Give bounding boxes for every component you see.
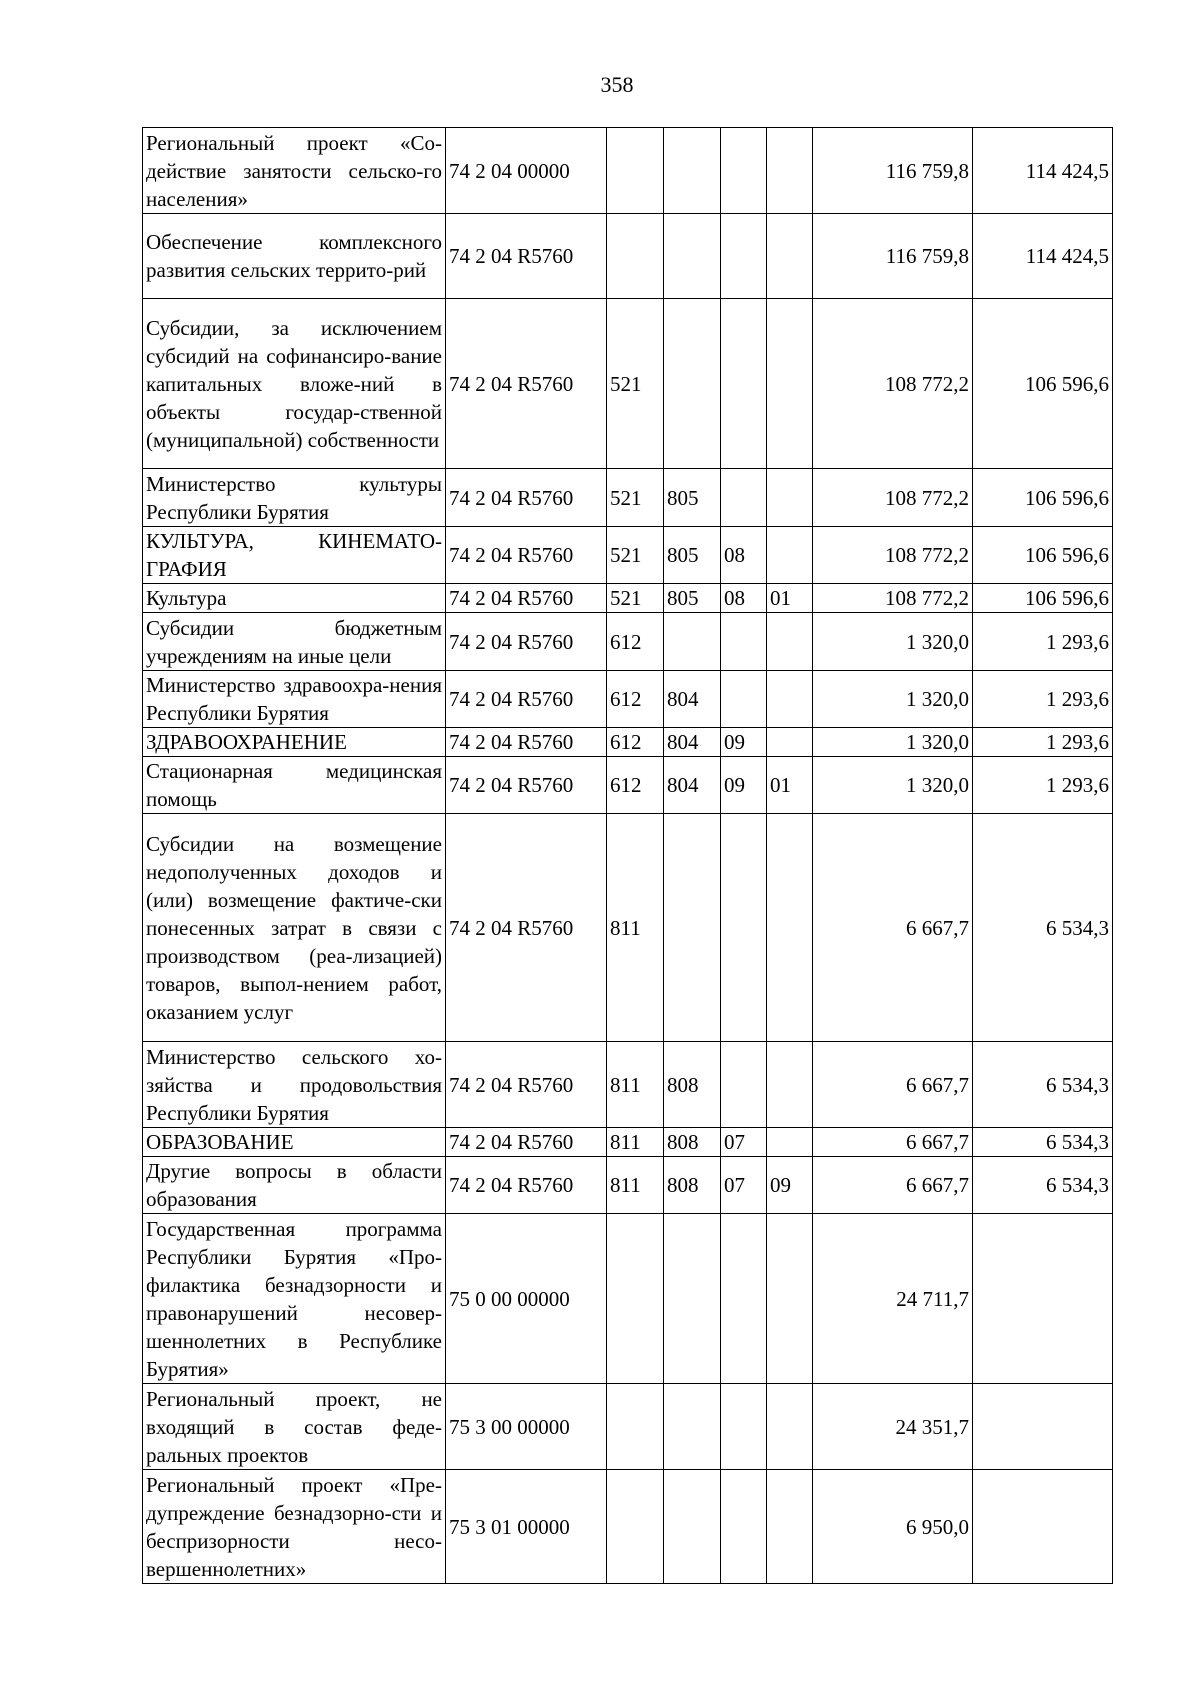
expense-type-code bbox=[607, 1214, 664, 1384]
amount-first: 108 772,2 bbox=[813, 584, 973, 613]
row-name: Субсидии бюджетным учреждениям на иные цели bbox=[143, 613, 446, 671]
subsection-code: 01 bbox=[767, 584, 813, 613]
section-code bbox=[721, 128, 767, 214]
section-code: 08 bbox=[721, 527, 767, 584]
table-row bbox=[143, 299, 1113, 469]
row-name: Региональный проект «Со-действие занятости сельско-го населения» bbox=[143, 128, 446, 214]
section-code: 07 bbox=[721, 1128, 767, 1157]
row-name: Субсидии, за исключением субсидий на софинансиро-вание капитальных вложе-ний в объекты государ-ственной (муниципальной) собственности bbox=[143, 299, 446, 469]
section-code: 07 bbox=[721, 1157, 767, 1214]
target-article-code: 74 2 04 R5760 bbox=[446, 299, 607, 469]
subsection-code bbox=[767, 214, 813, 299]
row-name: Министерство здравоохра-нения Республики Бурятия bbox=[143, 671, 446, 728]
expense-type-code bbox=[607, 214, 664, 299]
expense-type-code bbox=[607, 128, 664, 214]
subsection-code: 01 bbox=[767, 757, 813, 814]
table-row bbox=[143, 814, 1113, 1042]
amount-second: 106 596,6 bbox=[973, 299, 1113, 469]
expense-type-code: 521 bbox=[607, 299, 664, 469]
target-article-code: 74 2 04 R5760 bbox=[446, 527, 607, 584]
target-article-code: 74 2 04 00000 bbox=[446, 128, 607, 214]
target-article-code: 74 2 04 R5760 bbox=[446, 728, 607, 757]
row-name: Региональный проект, не входящий в состав феде-ральных проектов bbox=[143, 1384, 446, 1470]
row-name: Государственная программа Республики Бурятия «Про-филактика безнадзорности и правонарушений несовер-шеннолетних в Республике Бурятия» bbox=[143, 1214, 446, 1384]
target-article-code: 74 2 04 R5760 bbox=[446, 1042, 607, 1128]
table-row bbox=[143, 1157, 1113, 1214]
administrator-code bbox=[664, 1214, 721, 1384]
amount-second: 106 596,6 bbox=[973, 527, 1113, 584]
table-row bbox=[143, 1384, 1113, 1470]
administrator-code: 808 bbox=[664, 1042, 721, 1128]
subsection-code bbox=[767, 1384, 813, 1470]
subsection-code bbox=[767, 1214, 813, 1384]
expense-type-code: 811 bbox=[607, 1157, 664, 1214]
target-article-code: 75 3 00 00000 bbox=[446, 1384, 607, 1470]
amount-first: 6 667,7 bbox=[813, 814, 973, 1042]
amount-first: 1 320,0 bbox=[813, 728, 973, 757]
subsection-code bbox=[767, 128, 813, 214]
section-code bbox=[721, 671, 767, 728]
amount-first: 6 667,7 bbox=[813, 1042, 973, 1128]
amount-second: 114 424,5 bbox=[973, 128, 1113, 214]
administrator-code: 805 bbox=[664, 527, 721, 584]
target-article-code: 74 2 04 R5760 bbox=[446, 214, 607, 299]
amount-first: 24 351,7 bbox=[813, 1384, 973, 1470]
subsection-code bbox=[767, 814, 813, 1042]
table-row bbox=[143, 1042, 1113, 1128]
expense-type-code: 811 bbox=[607, 814, 664, 1042]
section-code: 09 bbox=[721, 728, 767, 757]
section-code bbox=[721, 1470, 767, 1584]
amount-first: 116 759,8 bbox=[813, 128, 973, 214]
expense-type-code: 612 bbox=[607, 728, 664, 757]
section-code bbox=[721, 814, 767, 1042]
row-name: Субсидии на возмещение недополученных доходов и (или) возмещение фактиче-ски понесенных затрат в связи с производством (реа-лизацией) товаров, выпол-нением работ, оказанием услуг bbox=[143, 814, 446, 1042]
amount-first: 6 667,7 bbox=[813, 1128, 973, 1157]
expense-type-code: 612 bbox=[607, 613, 664, 671]
administrator-code: 808 bbox=[664, 1157, 721, 1214]
target-article-code: 74 2 04 R5760 bbox=[446, 613, 607, 671]
administrator-code: 804 bbox=[664, 728, 721, 757]
section-code bbox=[721, 469, 767, 527]
subsection-code bbox=[767, 613, 813, 671]
amount-first: 108 772,2 bbox=[813, 299, 973, 469]
subsection-code bbox=[767, 1128, 813, 1157]
amount-second: 1 293,6 bbox=[973, 671, 1113, 728]
subsection-code bbox=[767, 1470, 813, 1584]
amount-first: 6 667,7 bbox=[813, 1157, 973, 1214]
section-code bbox=[721, 613, 767, 671]
amount-second: 1 293,6 bbox=[973, 613, 1113, 671]
section-code bbox=[721, 214, 767, 299]
administrator-code: 805 bbox=[664, 584, 721, 613]
amount-second: 106 596,6 bbox=[973, 584, 1113, 613]
section-code: 08 bbox=[721, 584, 767, 613]
target-article-code: 75 3 01 00000 bbox=[446, 1470, 607, 1584]
target-article-code: 74 2 04 R5760 bbox=[446, 584, 607, 613]
expense-type-code: 811 bbox=[607, 1128, 664, 1157]
amount-second: 6 534,3 bbox=[973, 1042, 1113, 1128]
row-name: Министерство культуры Республики Бурятия bbox=[143, 469, 446, 527]
expense-type-code bbox=[607, 1470, 664, 1584]
amount-second: 1 293,6 bbox=[973, 728, 1113, 757]
section-code bbox=[721, 1214, 767, 1384]
row-name: Культура bbox=[143, 584, 446, 613]
target-article-code: 75 0 00 00000 bbox=[446, 1214, 607, 1384]
administrator-code bbox=[664, 128, 721, 214]
expense-type-code: 521 bbox=[607, 584, 664, 613]
expense-type-code: 521 bbox=[607, 469, 664, 527]
amount-first: 6 950,0 bbox=[813, 1470, 973, 1584]
budget-table bbox=[142, 127, 1113, 1584]
amount-first: 116 759,8 bbox=[813, 214, 973, 299]
subsection-code bbox=[767, 1042, 813, 1128]
table-row bbox=[143, 1470, 1113, 1584]
amount-first: 108 772,2 bbox=[813, 469, 973, 527]
administrator-code: 805 bbox=[664, 469, 721, 527]
table-row bbox=[143, 671, 1113, 728]
target-article-code: 74 2 04 R5760 bbox=[446, 1128, 607, 1157]
target-article-code: 74 2 04 R5760 bbox=[446, 814, 607, 1042]
subsection-code bbox=[767, 671, 813, 728]
section-code: 09 bbox=[721, 757, 767, 814]
administrator-code: 808 bbox=[664, 1128, 721, 1157]
row-name: Стационарная медицинская помощь bbox=[143, 757, 446, 814]
administrator-code bbox=[664, 613, 721, 671]
page-number: 358 bbox=[600, 72, 634, 97]
expense-type-code bbox=[607, 1384, 664, 1470]
table-row bbox=[143, 1214, 1113, 1384]
amount-second bbox=[973, 1214, 1113, 1384]
row-name: Министерство сельского хо-зяйства и продовольствия Республики Бурятия bbox=[143, 1042, 446, 1128]
administrator-code: 804 bbox=[664, 671, 721, 728]
expense-type-code: 811 bbox=[607, 1042, 664, 1128]
expense-type-code: 521 bbox=[607, 527, 664, 584]
table-row bbox=[143, 757, 1113, 814]
expense-type-code: 612 bbox=[607, 671, 664, 728]
amount-first: 108 772,2 bbox=[813, 527, 973, 584]
administrator-code bbox=[664, 299, 721, 469]
table-row bbox=[143, 584, 1113, 613]
row-name: Обеспечение комплексного развития сельских террито-рий bbox=[143, 214, 446, 299]
row-name: Региональный проект «Пре-дупреждение безнадзорно-сти и беспризорности несо-вершеннолетних» bbox=[143, 1470, 446, 1584]
subsection-code bbox=[767, 469, 813, 527]
row-name: КУЛЬТУРА, КИНЕМАТО-ГРАФИЯ bbox=[143, 527, 446, 584]
row-name: Другие вопросы в области образования bbox=[143, 1157, 446, 1214]
amount-first: 24 711,7 bbox=[813, 1214, 973, 1384]
table-row bbox=[143, 1128, 1113, 1157]
table-row bbox=[143, 613, 1113, 671]
administrator-code bbox=[664, 214, 721, 299]
administrator-code bbox=[664, 1470, 721, 1584]
subsection-code: 09 bbox=[767, 1157, 813, 1214]
table-row bbox=[143, 214, 1113, 299]
table-row bbox=[143, 527, 1113, 584]
subsection-code bbox=[767, 728, 813, 757]
amount-second bbox=[973, 1384, 1113, 1470]
table-row bbox=[143, 128, 1113, 214]
target-article-code: 74 2 04 R5760 bbox=[446, 757, 607, 814]
administrator-code bbox=[664, 1384, 721, 1470]
amount-second: 6 534,3 bbox=[973, 814, 1113, 1042]
amount-first: 1 320,0 bbox=[813, 757, 973, 814]
amount-second: 1 293,6 bbox=[973, 757, 1113, 814]
section-code bbox=[721, 299, 767, 469]
amount-second: 106 596,6 bbox=[973, 469, 1113, 527]
table-row bbox=[143, 469, 1113, 527]
target-article-code: 74 2 04 R5760 bbox=[446, 671, 607, 728]
administrator-code bbox=[664, 814, 721, 1042]
subsection-code bbox=[767, 299, 813, 469]
subsection-code bbox=[767, 527, 813, 584]
amount-second: 6 534,3 bbox=[973, 1157, 1113, 1214]
amount-first: 1 320,0 bbox=[813, 613, 973, 671]
amount-second: 114 424,5 bbox=[973, 214, 1113, 299]
row-name: ЗДРАВООХРАНЕНИЕ bbox=[143, 728, 446, 757]
section-code bbox=[721, 1042, 767, 1128]
section-code bbox=[721, 1384, 767, 1470]
amount-first: 1 320,0 bbox=[813, 671, 973, 728]
administrator-code: 804 bbox=[664, 757, 721, 814]
expense-type-code: 612 bbox=[607, 757, 664, 814]
target-article-code: 74 2 04 R5760 bbox=[446, 1157, 607, 1214]
amount-second bbox=[973, 1470, 1113, 1584]
target-article-code: 74 2 04 R5760 bbox=[446, 469, 607, 527]
row-name: ОБРАЗОВАНИЕ bbox=[143, 1128, 446, 1157]
amount-second: 6 534,3 bbox=[973, 1128, 1113, 1157]
table-row bbox=[143, 728, 1113, 757]
